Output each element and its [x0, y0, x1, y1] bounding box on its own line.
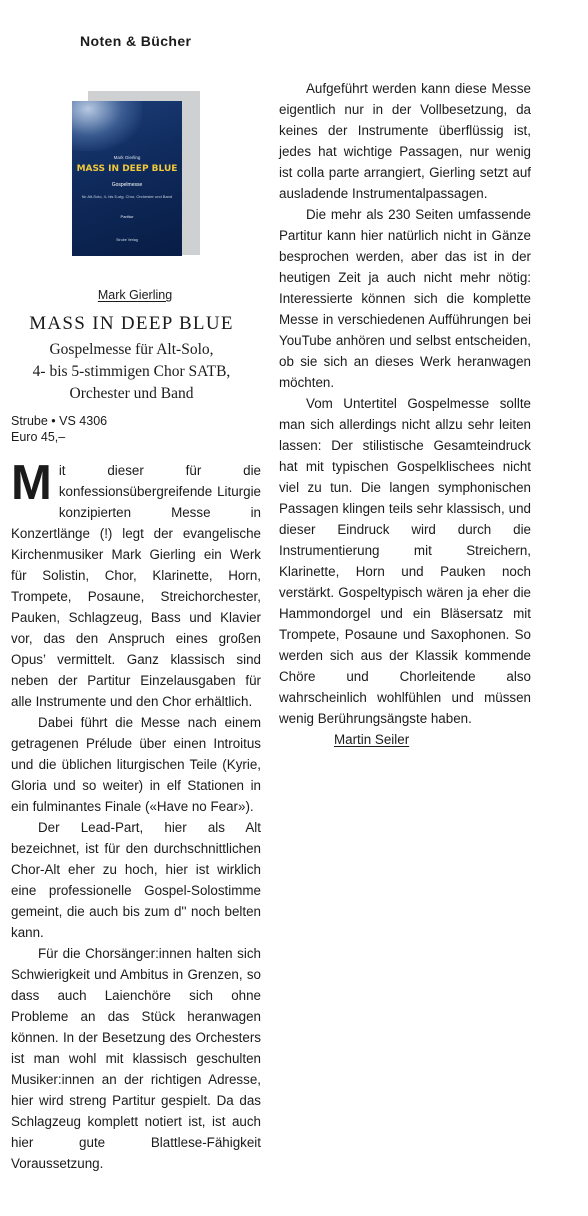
article-paragraph: Für die Chorsänger:innen halten sich Schwierigkeit und Ambitus in Grenzen, so dass auch Laienchöre sich ohne Probleme an das Stück heranwagen können. In der Besetzung des Orchesters ist man wohl mit klassisch geschulten Musiker:innen an der richtigen Adresse, hier wird streng Partitur gespielt. Da das Schlagzeug komplett notiert ist, ist auch hier gute Blattlese-Fähigkeit Voraussetzung.: [11, 946, 261, 1171]
author-link[interactable]: Martin Seiler: [334, 732, 410, 747]
cover-light-glow: [72, 101, 142, 151]
article-paragraph: Aufgeführt werden kann diese Messe eigentlich nur in der Vollbesetzung, da keines der Instrumente überflüssig ist, jedes hat wichtige Passagen, nur wenig ist colla parte arrangiert, Gierling setzt auf ausladende Instrumentalpassagen.: [279, 81, 531, 201]
article-column-right: [279, 78, 531, 750]
book-cover: [72, 88, 202, 268]
article-column-left: [11, 456, 261, 1174]
cover-subtitle: Gospelmesse: [111, 182, 143, 188]
review-author: [279, 729, 531, 750]
paragraph-text: it dieser für die konfessionsübergreifende Liturgie konzipierten Messe in Konzertlänge (!) legt der evangelische Kirchenmusiker Mark Gierling ein Werk für Solistin, Chor, Klarinette, Horn, Trompete, Posaune, Streichorchester, Pauken, Schlagzeug, Bass und Klavier vor, das den Anspruch eines großen Opus’ vermittelt. Ganz klassisch sind neben der Partitur Einzelausgaben für alle Instrumente und den Chor erhältlich.: [11, 463, 261, 709]
work-subtitle-line: Gospelmesse für Alt-Solo,: [49, 341, 214, 358]
article-paragraph: Die mehr als 230 Seiten umfassende Partitur kann hier natürlich nicht in Gänze besprochen werden, aber das ist in der heutigen Zeit ja auch nicht mehr nötig: Interessierte können sich die komplette Messe in verschiedenen Aufführungen bei YouTube anhören und selbst entscheiden, ob sie sich an dieses Werk heranwagen möchten.: [279, 207, 531, 390]
drop-cap: M: [11, 456, 52, 510]
work-title: MASS IN DEEP BLUE: [29, 313, 234, 334]
publication-meta: [11, 413, 107, 445]
cover-author: Mark Gierling: [113, 155, 141, 160]
article-paragraph: [11, 456, 261, 712]
cover-publisher: Strube Verlag: [116, 238, 138, 242]
cover-title: MASS IN DEEP BLUE: [76, 164, 178, 174]
composer-name: [0, 288, 270, 302]
price: Euro 45,–: [11, 430, 66, 444]
work-subtitle-line: Orchester und Band: [69, 385, 194, 402]
section-label: Noten & Bücher: [80, 33, 192, 49]
work-subtitle: [0, 339, 263, 405]
article-paragraph: Der Lead-Part, hier als Alt bezeichnet, ist für den durchschnittlichen Chor-Alt eher zu hoch, hier ist wirklich eine professionelle Gospel-Solostimme gemeint, die auch bis zum d'' noch belten kann.: [11, 820, 261, 940]
article-paragraph: Dabei führt die Messe nach einem getragenen Prélude über einen Introitus und die üblichen liturgischen Teile (Kyrie, Gloria und so weiter) in elf Stationen in ein fulminantes Finale («Have no Fear»).: [11, 715, 261, 814]
cover-detail: für Alt-Solo, 4- bis 5-stg. Chor, Orchester und Band: [81, 194, 173, 199]
composer-link[interactable]: Mark Gierling: [97, 288, 173, 302]
cover-edition: Partitur: [120, 214, 134, 219]
article-paragraph: Vom Untertitel Gospelmesse sollte man sich allerdings nicht allzu sehr leiten lassen: Der stilistische Gesamteindruck hat mit typischen Gospelklischees nicht viel zu tun. Die langen symphonischen Passagen klingen teils sehr klassisch, und dieser Eindruck wird durch die Instrumentierung mit Streichern, Klarinette, Horn und Pauken noch verstärkt. Gospeltypisch wären ja eher die Hammondorgel und ein Bläsersatz mit Trompete, Posaune und Saxophonen. So werden sich aus der Klassik kommende Chöre und Chorleitende also wahrscheinlich wohlfühlen und müssen wenig Berührungsängste haben.: [279, 396, 531, 726]
publisher-line: Strube • VS 4306: [11, 414, 108, 428]
work-subtitle-line: 4- bis 5-stimmigen Chor SATB,: [32, 363, 231, 380]
cover-image: [72, 101, 182, 256]
